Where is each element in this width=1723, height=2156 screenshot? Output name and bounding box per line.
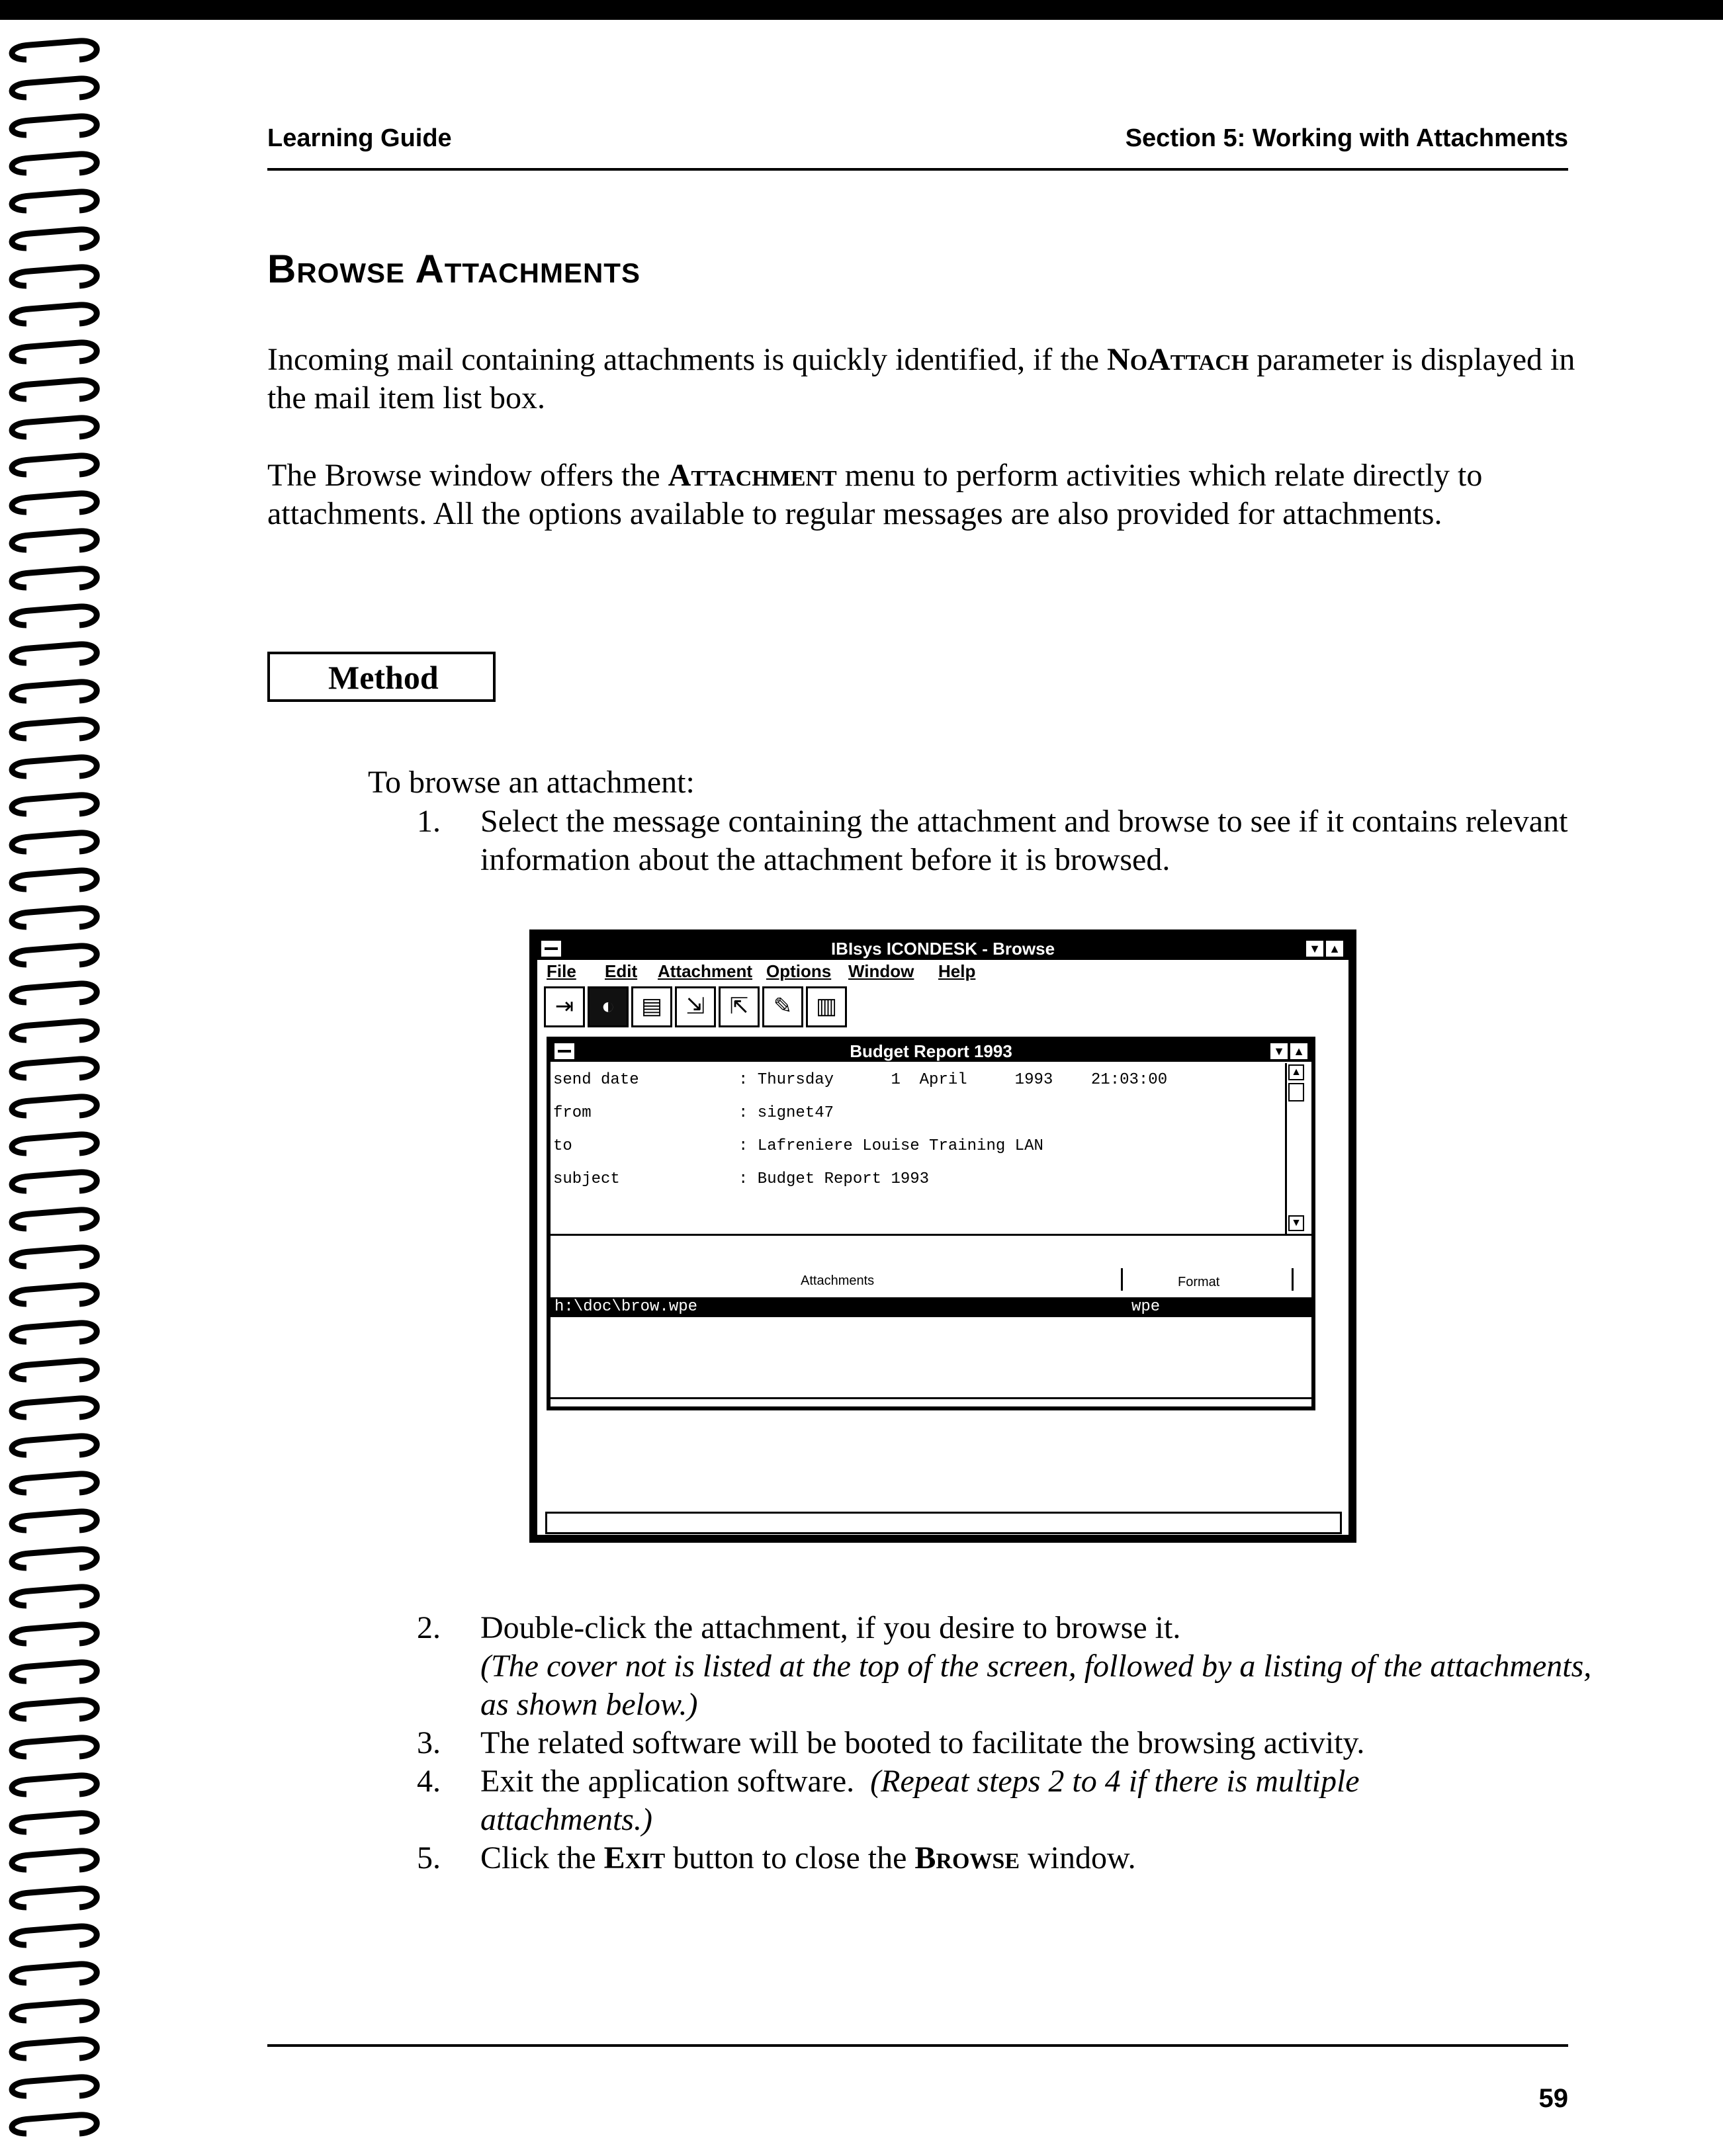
step-2: 2. Double-click the attachment, if you desire to browse it. (The cover not is listed at the top of the screen, followed by a listing of the attachments, as shown below.) [417,1610,1592,1722]
page-header [267,124,1568,164]
step-4: 4. Exit the application software. (Repeat steps 2 to 4 if there is multiple attachments.) [417,1764,1360,1837]
menu-attachment[interactable]: Attachment [658,961,753,981]
menu-help[interactable]: Help [938,961,976,981]
child-title: Budget Report 1993 [850,1041,1012,1061]
open-icon[interactable]: ✎ [762,986,803,1027]
header-rule [267,168,1568,171]
menu-window[interactable]: Window [848,961,914,981]
system-menu-icon[interactable] [541,941,561,957]
vertical-scrollbar[interactable] [1285,1063,1307,1234]
step-2-note: (The cover not is listed at the top of the screen, followed by a listing of the attachments, as shown below.) [480,1649,1592,1722]
keyword-exit: Exit [603,1840,666,1876]
keyword-attachment: Attachment [668,458,837,493]
scan-top-border [0,0,1723,20]
menu-file[interactable]: File [547,961,576,981]
field-label-subject: subject [553,1170,620,1188]
field-value-from: : signet47 [738,1104,834,1122]
export-icon[interactable]: ⇱ [719,986,760,1027]
column-divider-2 [1292,1268,1294,1291]
scroll-up-icon[interactable]: ▲ [1288,1064,1304,1080]
minimize-icon[interactable]: ▼ [1306,941,1323,957]
field-value-subject: : Budget Report 1993 [738,1170,930,1188]
header-right: Section 5: Working with Attachments [1125,124,1568,152]
column-header-format[interactable]: Format [1178,1275,1220,1289]
procedure-intro: To browse an attachment: [368,765,695,800]
import-icon[interactable]: ⇲ [675,986,716,1027]
keyword-browse: Browse [914,1840,1020,1876]
status-bar [545,1512,1342,1534]
message-child-window [547,1037,1315,1410]
column-header-attachments[interactable]: Attachments [801,1273,875,1288]
header-left: Learning Guide [267,124,452,152]
paragraph-2: The Browse window offers the Attachment menu to perform activities which relate directly to attachments. All the options available to regular messages are also provided for attachments. [267,458,1483,531]
field-value-to: : Lafreniere Louise Training LAN [738,1137,1043,1155]
page-number: 59 [1538,2084,1568,2113]
scroll-thumb[interactable] [1288,1083,1304,1101]
method-label: Method [267,652,496,702]
header-separator [551,1234,1311,1236]
window-title-bar [537,937,1348,960]
library-icon[interactable]: ▥ [806,986,847,1027]
step-4-note: (Repeat steps 2 to 4 if there is multiple attachments.) [480,1764,1360,1837]
field-label-from: from [553,1104,592,1122]
spiral-binding [0,20,112,2156]
view-icon[interactable]: ◐ [588,986,629,1027]
maximize-icon[interactable]: ▲ [1326,941,1343,957]
list-bottom-border [551,1397,1311,1399]
footer-rule [267,2044,1568,2047]
step-1: 1. Select the message containing the attachment and browse to see if it contains relevant information about the attachment before it is browsed. [417,804,1568,877]
field-label-to: to [553,1137,572,1155]
field-label-send-date: send date [553,1071,639,1089]
child-maximize-icon[interactable]: ▲ [1290,1043,1307,1059]
attachment-row[interactable] [551,1297,1311,1317]
print-icon[interactable]: ▤ [631,986,672,1027]
field-value-send-date: : Thursday 1 April 1993 21:03:00 [738,1071,1168,1089]
child-minimize-icon[interactable]: ▼ [1270,1043,1288,1059]
attachment-format: wpe [1131,1298,1161,1316]
keyword-noattach: NoAttach [1107,342,1249,377]
menu-options[interactable]: Options [766,961,832,981]
menu-edit[interactable]: Edit [605,961,638,981]
child-system-menu-icon[interactable] [554,1043,574,1059]
exit-icon[interactable]: ⇥ [544,986,585,1027]
window-title: IBIsys ICONDESK - Browse [830,939,1055,959]
menu-bar [537,960,1348,982]
step-5: 5. Click the Exit button to close the Browse window. [417,1840,1136,1876]
step-3: 3. The related software will be booted to facilitate the browsing activity. [417,1725,1365,1760]
scroll-down-icon[interactable]: ▼ [1288,1215,1304,1231]
attachment-path: h:\doc\brow.wpe [554,1298,698,1316]
column-divider [1121,1268,1123,1291]
page-title: Browse Attachments [267,247,641,291]
child-title-bar [551,1041,1311,1062]
paragraph-1: Incoming mail containing attachments is quickly identified, if the NoAttach parameter is displayed in the mail item list box. [267,342,1575,415]
browse-window-screenshot [529,929,1356,1543]
